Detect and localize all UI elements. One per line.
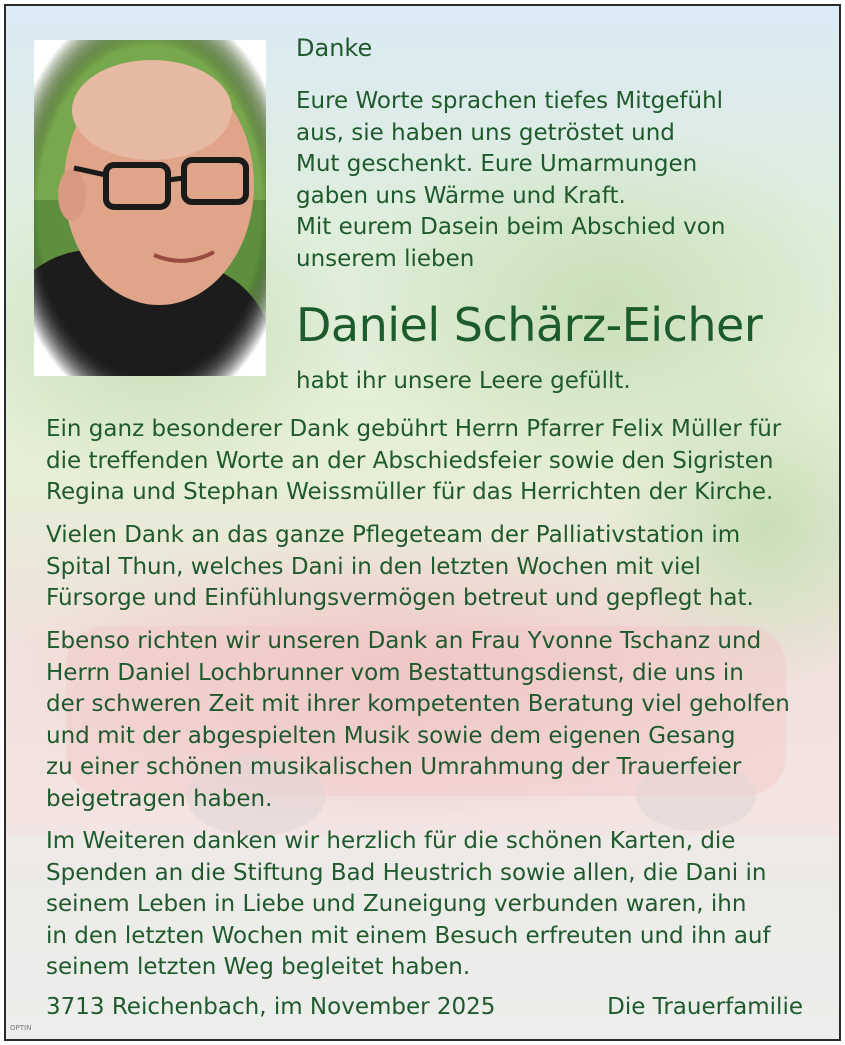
- paragraph-line: seinem letzten Weg begleitet haben.: [46, 954, 471, 980]
- paragraph-line: Herrn Daniel Lochbrunner vom Bestattungsdienst, die uns in: [46, 659, 744, 686]
- intro-line: Mut geschenkt. Eure Umarmungen: [296, 151, 698, 177]
- paragraph-line: seinem Leben in Liebe und Zuneigung verbunden waren, ihn: [46, 891, 747, 917]
- deceased-name: Daniel Schärz-Eicher: [296, 298, 763, 352]
- paragraph-line: Ebenso richten wir unseren Dank an Frau Yvonne Tschanz und: [46, 628, 762, 654]
- intro-line: unserem lieben: [296, 245, 475, 272]
- paragraph-line: der schweren Zeit mit ihrer kompetenten Beratung viel geholfen: [46, 691, 790, 717]
- portrait-photo: [34, 40, 266, 376]
- small-mark: OPTIN: [10, 1024, 32, 1032]
- paragraph-line: Fürsorge und Einfühlungsvermögen betreut und gepflegt hat.: [46, 585, 754, 611]
- paragraph-line: Regina und Stephan Weissmüller für das Herrichten der Kirche.: [46, 479, 774, 505]
- signature: Die Trauerfamilie: [607, 994, 803, 1020]
- paragraph-line: beigetragen haben.: [46, 785, 273, 812]
- paragraph: [46, 520, 754, 615]
- intro-line: Mit eurem Dasein beim Abschied von: [296, 214, 726, 240]
- after-name-line: habt ihr unsere Leere gefüllt.: [296, 368, 631, 394]
- paragraph-line: in den letzten Wochen mit einem Besuch erfreuten und ihn auf: [46, 922, 771, 949]
- paragraph-line: und mit der abgespielten Musik sowie dem eigenen Gesang: [46, 722, 736, 749]
- paragraph-line: zu einer schönen musikalischen Umrahmung der Trauerfeier: [46, 754, 742, 780]
- intro-line: gaben uns Wärme und Kraft.: [296, 182, 626, 209]
- paragraph: [46, 626, 790, 815]
- intro-line: Eure Worte sprachen tiefes Mitgefühl: [296, 88, 724, 114]
- paragraph: [46, 826, 771, 984]
- paragraph-line: Spital Thun, welches Dani in den letzten Wochen mit viel: [46, 553, 701, 580]
- intro-line: aus, sie haben uns getröstet und: [296, 119, 675, 146]
- paragraph-line: die treffenden Worte an der Abschiedsfeier sowie den Sigristen: [46, 447, 774, 474]
- heading-danke: Danke: [296, 34, 373, 62]
- intro-text: [296, 86, 725, 275]
- obituary-card: [4, 4, 841, 1041]
- paragraph-line: Ein ganz besonderer Dank gebührt Herrn Pfarrer Felix Müller für: [46, 416, 782, 442]
- place-date: 3713 Reichenbach, im November 2025: [46, 994, 496, 1020]
- paragraph-line: Im Weiteren danken wir herzlich für die schönen Karten, die: [46, 828, 736, 854]
- paragraph: [46, 414, 781, 509]
- paragraph-line: Vielen Dank an das ganze Pflegeteam der Palliativstation im: [46, 522, 741, 548]
- paragraph-line: Spenden an die Stiftung Bad Heustrich sowie allen, die Dani in: [46, 859, 767, 886]
